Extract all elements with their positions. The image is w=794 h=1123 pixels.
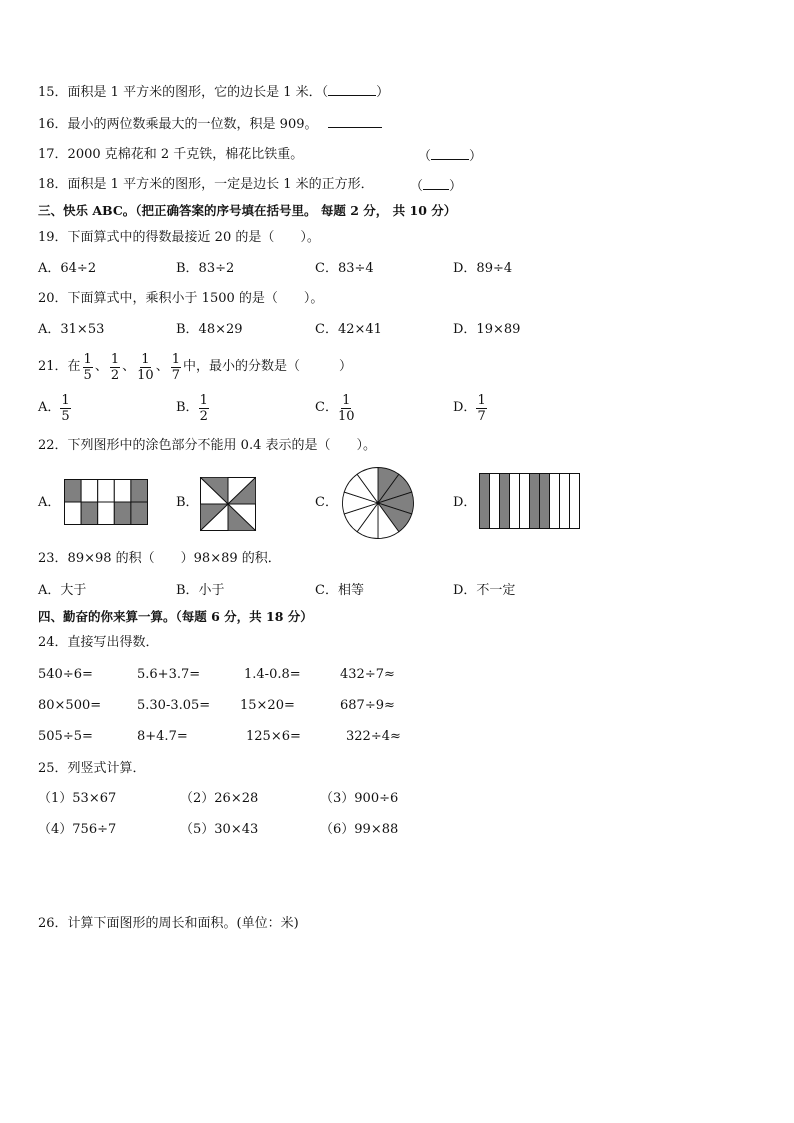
question-19: 19．下面算式中的得数最接近 20 的是（ ）。 [38,230,320,245]
vertical-calc-item: （1）53×67 [38,791,117,806]
q21-option-a[interactable]: A． $\frac{1}{5}$ [38,392,70,424]
question-25: 25．列竖式计算． [38,761,146,776]
answer-blank[interactable] [328,82,376,96]
q22-figure-a-grid [64,479,148,525]
calc-item: 5.6+3.7= [137,667,201,682]
calc-item: 80×500= [38,698,102,713]
q19-option-b[interactable]: B．83÷2 [176,261,235,276]
question-21: 21．在 $\frac{1}{5}$ 、 $\frac{1}{2}$ 、 $\frac{1}{10}$ 、 $\frac{1}{7}$ 中，最小的分数是（ ） [38,351,352,383]
q22-option-a-label[interactable]: A． [38,495,61,510]
q23-option-c[interactable]: C．相等 [315,583,364,598]
calc-item: 540÷6= [38,667,93,682]
q21-option-c[interactable]: C． $\frac{1}{10}$ [315,392,355,424]
question-23: 23．89×98 的积（ ）98×89 的积． [38,551,281,566]
question-18: 18．面积是 1 平方米的图形，一定是边长 1 米的正方形． [38,177,374,192]
q23-option-b[interactable]: B．小于 [176,583,225,598]
q21-option-d[interactable]: D． $\frac{1}{7}$ [453,392,486,424]
calc-item: 687÷9≈ [340,698,395,713]
question-20: 20．下面算式中，乘积小于 1500 的是（ ）。 [38,291,324,306]
vertical-calc-item: （3）900÷6 [320,791,399,806]
vertical-calc-item: （5）30×43 [180,822,259,837]
calc-item: 322÷4≈ [346,729,401,744]
q22-option-d-label[interactable]: D． [453,495,477,510]
fraction: $\frac{1}{5}$ [83,351,92,383]
calc-item: 8+4.7= [137,729,188,744]
fraction: $\frac{1}{2}$ [199,392,208,424]
q23-option-a[interactable]: A．大于 [38,583,87,598]
question-18-paren: （ ） [410,176,462,196]
q22-figure-d-strips [479,473,580,529]
fraction: $\frac{1}{5}$ [61,392,70,424]
fraction: $\frac{1}{7}$ [171,351,180,383]
section-3-heading: 三、快乐 ABC。（把正确答案的序号填在括号里。 每题 2 分， 共 10 分） [38,203,457,218]
calc-item: 15×20= [240,698,295,713]
section-4-heading: 四、勤奋的你来算一算。（每题 6 分，共 18 分） [38,609,313,624]
question-17: 17．2000 克棉花和 2 千克铁，棉花比铁重。 [38,147,304,162]
q22-figure-c-circle [341,466,415,540]
q21-option-b[interactable]: B． $\frac{1}{2}$ [176,392,208,424]
vertical-calc-item: （2）26×28 [180,791,259,806]
q20-option-b[interactable]: B．48×29 [176,322,243,337]
vertical-calc-item: （6）99×88 [320,822,399,837]
answer-blank[interactable] [423,176,449,190]
q19-option-d[interactable]: D．89÷4 [453,261,513,276]
answer-blank[interactable] [431,146,469,160]
question-22: 22．下列图形中的涂色部分不能用 0.4 表示的是（ ）。 [38,438,376,453]
answer-blank[interactable] [328,114,382,128]
calc-item: 1.4-0.8= [244,667,301,682]
fraction: $\frac{1}{10}$ [337,392,355,424]
question-26: 26．计算下面图形的周长和面积。(单位：米) [38,916,299,931]
vertical-calc-item: （4）756÷7 [38,822,117,837]
q23-option-d[interactable]: D．不一定 [453,583,516,598]
q22-figure-b-square [200,477,256,531]
q20-option-c[interactable]: C．42×41 [315,322,382,337]
fraction: $\frac{1}{7}$ [477,392,486,424]
fraction: $\frac{1}{10}$ [137,351,154,383]
question-17-paren: （ ） [418,146,482,166]
q20-option-d[interactable]: D．19×89 [453,322,521,337]
q19-option-a[interactable]: A．64÷2 [38,261,97,276]
q22-option-b-label[interactable]: B． [176,495,199,510]
q20-option-a[interactable]: A．31×53 [38,322,105,337]
calc-item: 505÷5= [38,729,93,744]
calc-item: 432÷7≈ [340,667,395,682]
calc-item: 125×6= [246,729,301,744]
question-16: 16．最小的两位数乘最大的一位数，积是 909。 [38,114,382,134]
question-15: 15．面积是 1 平方米的图形，它的边长是 1 米．（ ） [38,82,389,102]
fraction: $\frac{1}{2}$ [110,351,120,383]
calc-item: 5.30-3.05= [137,698,211,713]
question-24: 24．直接写出得数． [38,635,159,650]
q22-option-c-label[interactable]: C． [315,495,338,510]
q19-option-c[interactable]: C．83÷4 [315,261,374,276]
